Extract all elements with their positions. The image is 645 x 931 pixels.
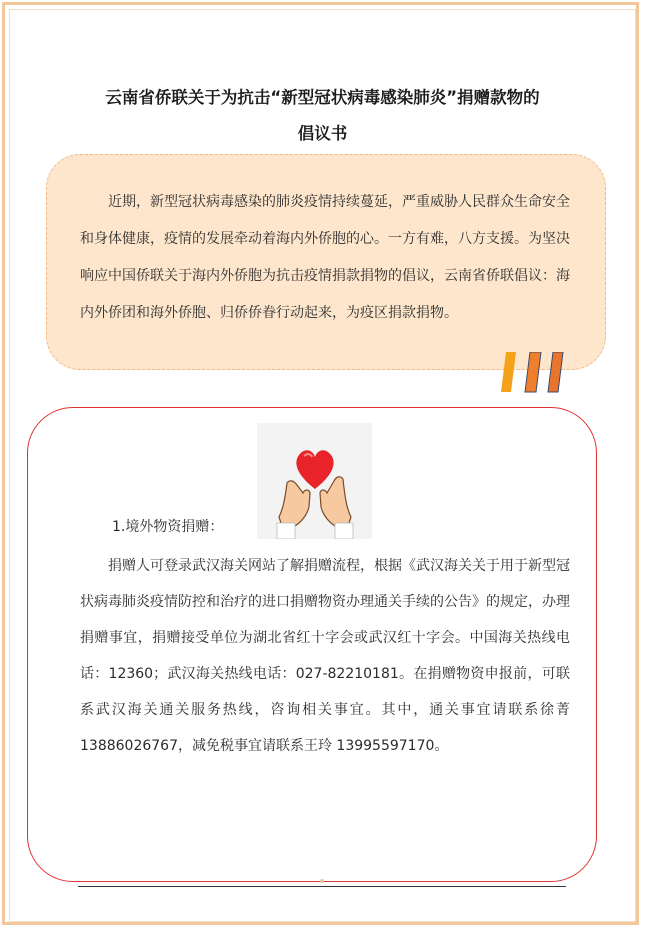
section-title: 1.境外物资捐赠： bbox=[112, 519, 224, 535]
heart-hands-icon bbox=[257, 423, 372, 539]
decorative-stripes-icon bbox=[500, 352, 566, 394]
document-title-line2: 倡议书 bbox=[297, 124, 348, 143]
section-paragraph: 捐赠人可登录武汉海关网站了解捐赠流程，根据《武汉海关关于用于新型冠状病毒肺炎疫情防控和治疗的进口捐赠物资办理通关手续的公告》的规定，办理捐赠事宜，捐赠接受单位为湖北省红十字会或武汉红十字会。中国海关热线电话：12360；武汉海关热线电话：027-82210181。在捐赠物资申报前，可联系武汉海关通关服务热线，咨询相关事宜。其中，通关事宜请联系徐菁 13886026767，减免税事宜请联系王玲 13995597170。 bbox=[80, 558, 570, 754]
footer-divider bbox=[78, 886, 566, 887]
intro-paragraph: 近期，新型冠状病毒感染的肺炎疫情持续蔓延，严重威胁人民群众生命安全和身体健康，疫情的发展牵动着海内外侨胞的心。一方有难，八方支援。为坚决响应中国侨联关于海内外侨胞为抗击疫情捐款捐物的倡议，云南省侨联倡议：海内外侨团和海外侨胞、归侨侨眷行动起来，为疫区捐款捐物。 bbox=[80, 194, 570, 321]
footer-mark bbox=[320, 879, 324, 883]
document-title-line1: 云南省侨联关于为抗击“新型冠状病毒感染肺炎”捐赠款物的 bbox=[105, 88, 540, 107]
